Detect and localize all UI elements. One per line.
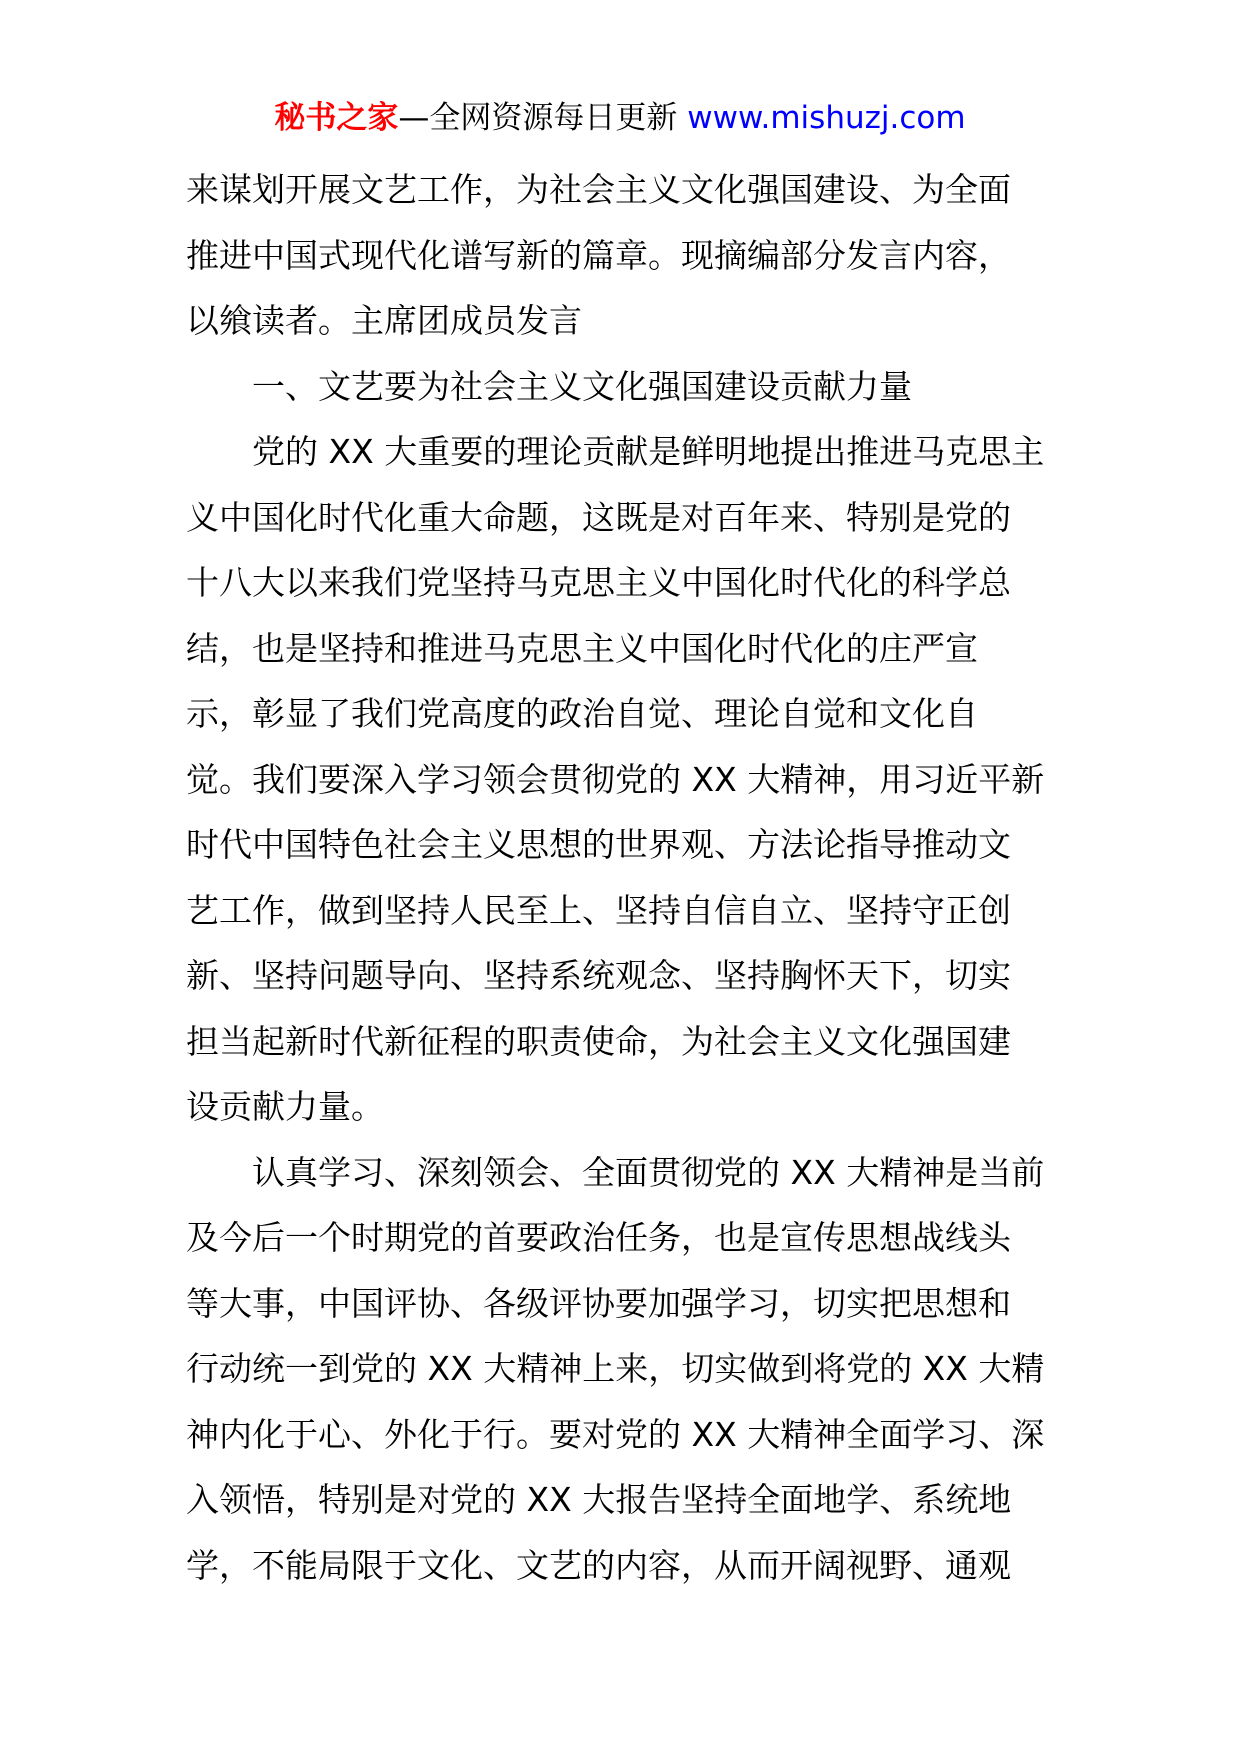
text-line: 艺工作，做到坚持人民至上、坚持自信自立、坚持守正创 <box>186 890 1011 930</box>
text-line: 来谋划开展文艺工作，为社会主义文化强国建设、为全面 <box>186 170 1011 209</box>
text-line: 推进中国式现代化谱写新的篇章。现摘编部分发言内容， <box>186 235 1011 275</box>
text-line: 及今后一个时期党的首要政治任务，也是宣传思想战线头 <box>186 1218 1011 1257</box>
document-body <box>186 157 1056 1598</box>
text-line: 党的 XX 大重要的理论贡献是鲜明地提出推进马克思主 <box>252 432 1045 471</box>
text-line: 等大事，中国评协、各级评协要加强学习，切实把思想和 <box>186 1283 1011 1323</box>
text-line: 新、坚持问题导向、坚持系统观念、坚持胸怀天下，切实 <box>186 956 1011 995</box>
text-line: 行动统一到党的 XX 大精神上来，切实做到将党的 XX 大精 <box>186 1349 1045 1388</box>
text-line: 担当起新时代新征程的职责使命，为社会主义文化强国建 <box>186 1021 1011 1061</box>
text-line: 十八大以来我们党坚持马克思主义中国化时代化的科学总 <box>186 563 1011 602</box>
text-line: 结，也是坚持和推进马克思主义中国化时代化的庄严宣 <box>186 628 978 668</box>
text-line: 觉。我们要深入学习领会贯彻党的 XX 大精神，用习近平新 <box>186 759 1045 799</box>
text-line: 示，彰显了我们党高度的政治自觉、理论自觉和文化自 <box>186 694 978 733</box>
text-line: 学，不能局限于文化、文艺的内容，从而开阔视野、通观 <box>186 1545 1011 1585</box>
text-line: 神内化于心、外化于行。要对党的 XX 大精神全面学习、深 <box>186 1414 1045 1454</box>
section-heading: 一、文艺要为社会主义文化强国建设贡献力量 <box>252 366 912 406</box>
text-line: 设贡献力量。 <box>186 1087 384 1126</box>
text-line: 认真学习、深刻领会、全面贯彻党的 XX 大精神是当前 <box>252 1152 1045 1192</box>
text-line: 以飨读者。主席团成员发言 <box>186 301 582 340</box>
text-line: 义中国化时代化重大命题，这既是对百年来、特别是党的 <box>186 497 1011 537</box>
page-header <box>0 98 1240 138</box>
site-tagline: —全网资源每日更新 <box>398 100 678 136</box>
text-line: 时代中国特色社会主义思想的世界观、方法论指导推动文 <box>186 825 1011 864</box>
site-url-link[interactable]: www.mishuzj.com <box>687 100 966 136</box>
site-brand[interactable]: 秘书之家 <box>274 100 399 136</box>
text-line: 入领悟，特别是对党的 XX 大报告坚持全面地学、系统地 <box>186 1480 1012 1519</box>
